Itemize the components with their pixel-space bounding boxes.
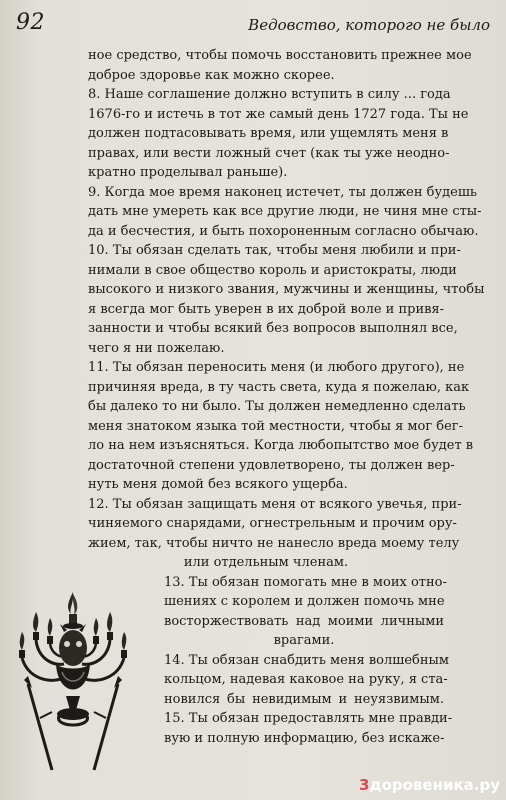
text-line: чиняемого снарядами, огнестрельным и прочим ору- [88, 516, 457, 531]
text-line: 10. Ты обязан сделать так, чтобы меня любили и при- [88, 243, 461, 258]
site-watermark [359, 776, 500, 794]
text-line: чего я ни пожелаю. [88, 340, 225, 356]
text-line: бы далеко то ни было. Ты должен немедленно сделать [88, 399, 466, 414]
text-line: должен подтасовывать время, или ущемлять меня в [88, 126, 449, 141]
text-line: кратно проделывал раньше). [88, 165, 288, 180]
wrapped-text-block [164, 573, 453, 749]
text-line: новился бы невидимым и неуязвимым. [164, 691, 444, 707]
text-line: нимали в свое общество король и аристократы, люди [88, 262, 457, 278]
page-header [16, 8, 490, 38]
text-line: 12. Ты обязан защищать меня от всякого увечья, при- [88, 496, 462, 512]
page-number: 92 [16, 10, 45, 35]
text-line: высокого и низкого звания, мужчины и женщины, чтобы [88, 282, 485, 297]
text-line: меня знатоком языка той местности, чтобы я мог бег- [88, 418, 464, 434]
text-line: 1676-го и истечь в тот же самый день 1727 года. Ты не [88, 106, 469, 122]
text-line: врагами. [273, 633, 335, 648]
text-line: да и бесчестия, и быть похороненным согласно обычаю. [88, 223, 479, 239]
text-line: 8. Наше соглашение должно вступить в силу ... года [88, 87, 451, 102]
text-line: кольцом, надевая каковое на руку, я ста- [164, 672, 448, 687]
text-line: я всегда мог быть уверен в их доброй воле и привя- [88, 301, 445, 317]
text-line: ное средство, чтобы помочь восстановить прежнее мое [88, 48, 472, 63]
text-line: нуть меня домой без всякого ущерба. [88, 477, 348, 492]
text-line: причиняя вреда, в ту часть света, куда я пожелаю, как [88, 379, 470, 395]
text-line: вую и полную информацию, без искаже- [164, 730, 445, 746]
text-line: 9. Когда мое время наконец истечет, ты должен будешь [88, 184, 478, 200]
text-line: шениях с королем и должен помочь мне [164, 594, 445, 609]
text-line: или отдельным членам. [183, 555, 349, 570]
text-line: 15. Ты обязан предоставлять мне правди- [164, 711, 453, 726]
text-line: достаточной степени удовлетворено, ты должен вер- [88, 457, 455, 473]
body-text [88, 46, 485, 748]
watermark-text: доровеника.ру [369, 776, 500, 794]
text-line: 13. Ты обязан помогать мне в моих отно- [164, 574, 447, 590]
watermark-prefix: 3 [359, 776, 370, 794]
text-line: 14. Ты обязан снабдить меня волшебным [164, 652, 449, 668]
text-line: доброе здоровье как можно скорее. [88, 67, 335, 83]
text-line: правах, или вести ложный счет (как ты уже неодно- [88, 145, 450, 161]
text-line: ло на нем изъясняться. Когда любопытство мое будет в [88, 438, 474, 453]
text-line: 11. Ты обязан переносить меня (и любого другого), не [88, 360, 465, 375]
text-line: восторжествовать над моими личными [164, 613, 444, 629]
text-line: дать мне умереть как все другие люди, не чиня мне сты- [88, 204, 482, 219]
text-line: жием, так, чтобы ничто не нанесло вреда моему телу [88, 535, 460, 551]
candelabrum-demon-engraving-icon [14, 588, 132, 778]
running-title: Ведовство, которого не было [248, 16, 490, 34]
text-line: занности и чтобы всякий без вопросов выполнял все, [88, 321, 458, 336]
